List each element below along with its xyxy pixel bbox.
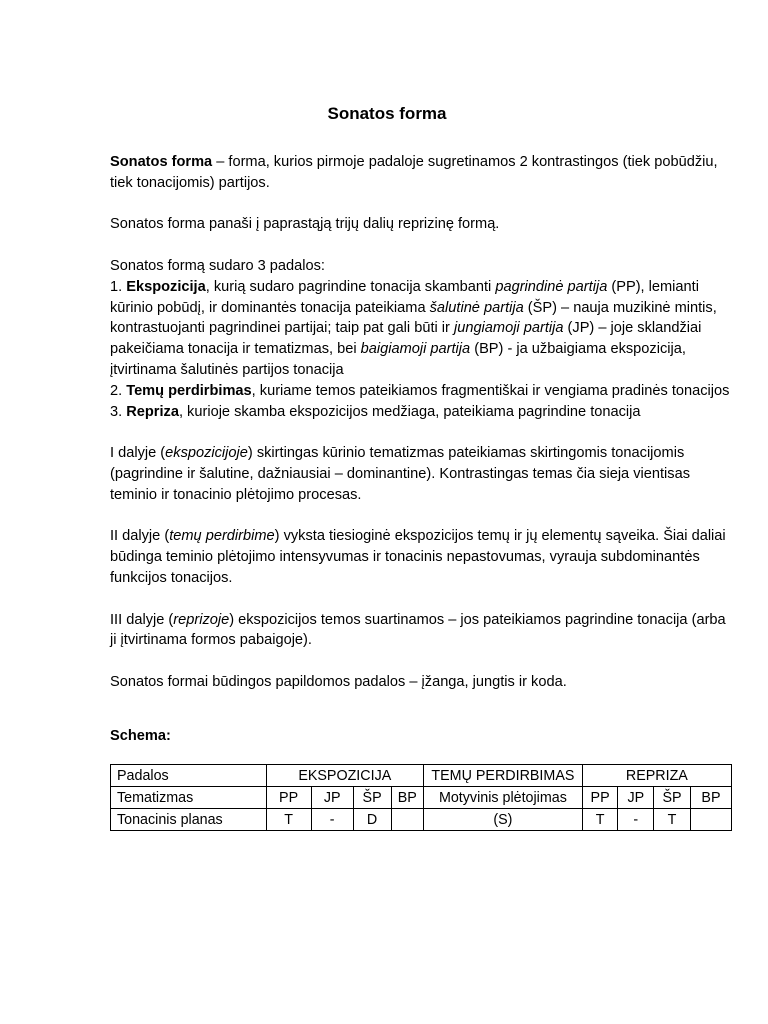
table-row xyxy=(111,787,732,809)
similarity-paragraph: Sonatos forma panaši į paprastąją trijų dalių reprizinę formą. xyxy=(110,216,500,233)
sections-intro: Sonatos formą sudaro 3 padalos: xyxy=(110,257,325,274)
section-item-exposition: 1. Ekspozicija, kurią sudaro pagrindine tonacija skambanti pagrindinė partija (PP), lemianti kūrinio pobūdį, ir dominantės tonacija pateikiama šalutinė partija (ŠP) – nauja muzikinė mintis, kontrastuojanti pagrindinei partijai; taip pat gali būti ir jungiamoji partija (JP) – joje sklandžiai pakeičiama tonacija ir tematizmas, bei baigiamoji partija (BP) - ja užbaigiama ekspozicija, įtvirtinama šalutinės partijos tonacija xyxy=(110,278,717,378)
table-cell: (S) xyxy=(424,809,583,831)
table-cell: - xyxy=(311,809,353,831)
schema-label: Schema: xyxy=(110,727,171,744)
schema-table xyxy=(110,764,732,831)
table-cell: - xyxy=(618,809,654,831)
table-cell: PP xyxy=(266,787,311,809)
table-cell: ŠP xyxy=(353,787,391,809)
table-cell: BP xyxy=(391,787,424,809)
section-item-recapitulation: 3. Repriza, kurioje skamba ekspozicijos medžiaga, pateikiama pagrindine tonacija xyxy=(110,403,641,420)
table-cell: ŠP xyxy=(654,787,691,809)
table-row xyxy=(111,809,732,831)
table-cell: D xyxy=(353,809,391,831)
table-cell: Motyvinis plėtojimas xyxy=(424,787,583,809)
part2-paragraph: II dalyje (temų perdirbime) vyksta tiesioginė ekspozicijos temų ir jų elementų sąveika. Šiai daliai būdinga teminio plėtojimo intensyvumas ir tonacinis nepastovumas, vyrauja subdominantės funkcijos tonacijos. xyxy=(110,528,726,586)
table-cell: JP xyxy=(311,787,353,809)
header-repriza: REPRIZA xyxy=(582,765,731,787)
part1-paragraph: I dalyje (ekspozicijoje) skirtingas kūrinio tematizmas pateikiamas skirtingomis tonacijomis (pagrindine ir šalutine, dažniausiai – dominantine). Kontrastingas temas čia sieja vientisas teminio ir tonacinio plėtojimo procesas. xyxy=(110,445,691,503)
part3-paragraph: III dalyje (reprizoje) ekspozicijos temos suartinamos – jos pateikiamos pagrindine tonacija (arba ji įtvirtinama formos pabaigoje). xyxy=(110,611,726,649)
table-cell xyxy=(690,809,731,831)
table-cell: T xyxy=(654,809,691,831)
row-label-tonacinis-planas: Tonacinis planas xyxy=(111,809,267,831)
table-cell: T xyxy=(266,809,311,831)
table-cell: BP xyxy=(690,787,731,809)
table-row xyxy=(111,765,732,787)
row-label-padalos: Padalos xyxy=(111,765,267,787)
definition-paragraph: Sonatos forma – forma, kurios pirmoje padaloje sugretinamos 2 kontrastingos (tiek pobūdžiu, tiek tonacijomis) partijos. xyxy=(110,154,718,191)
table-cell: PP xyxy=(582,787,618,809)
page-title: Sonatos forma xyxy=(327,104,447,123)
table-cell: T xyxy=(582,809,618,831)
definition-term: Sonatos forma xyxy=(110,154,213,170)
row-label-tematizmas: Tematizmas xyxy=(111,787,267,809)
document-body xyxy=(110,152,730,831)
header-perdirbimas: TEMŲ PERDIRBIMAS xyxy=(424,765,583,787)
section-item-development: 2. Temų perdirbimas, kuriame temos pateikiamos fragmentiškai ir vengiama pradinės tonacijos xyxy=(110,382,730,399)
table-cell: JP xyxy=(618,787,654,809)
additional-sections-paragraph: Sonatos formai būdingos papildomos padalos – įžanga, jungtis ir koda. xyxy=(110,673,567,690)
header-ekspozicija: EKSPOZICIJA xyxy=(266,765,424,787)
table-cell xyxy=(391,809,424,831)
